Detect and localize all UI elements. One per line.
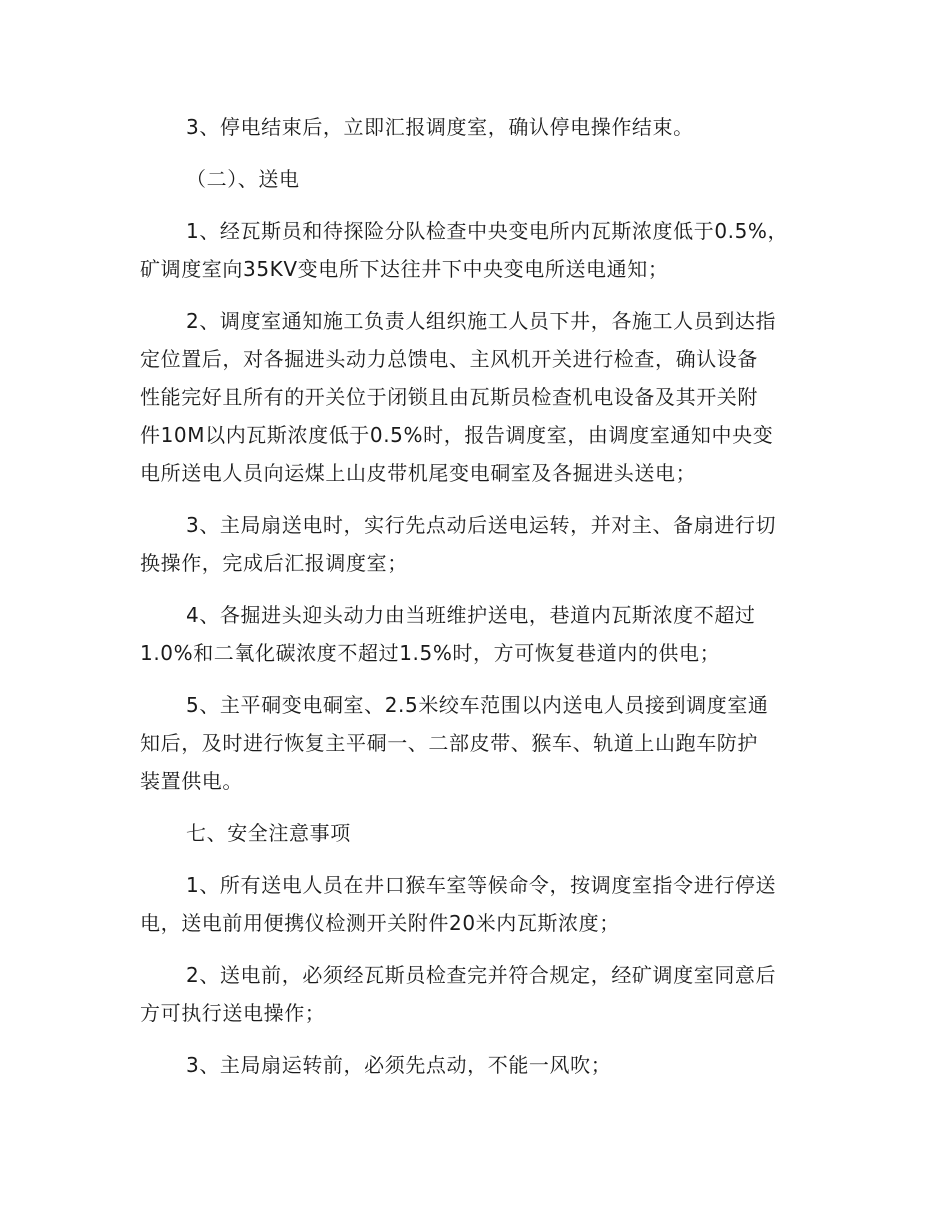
- text-line: 定位置后，对各掘进头动力总馈电、主风机开关进行检查，确认设备: [140, 347, 758, 371]
- text-line: 换操作，完成后汇报调度室；: [140, 551, 408, 575]
- text-line: 矿调度室向35KV变电所下达往井下中央变电所送电通知；: [140, 257, 669, 281]
- text-line: 4、各掘进头迎头动力由当班维护送电，巷道内瓦斯浓度不超过: [186, 603, 756, 627]
- text-line: 2、送电前，必须经瓦斯员检查完并符合规定，经矿调度室同意后: [186, 963, 777, 987]
- text-line: 3、主局扇运转前，必须先点动，不能一风吹；: [186, 1053, 612, 1077]
- text-line: 性能完好且所有的开关位于闭锁且由瓦斯员检查机电设备及其开关附: [140, 385, 758, 409]
- text-line: 3、主局扇送电时，实行先点动后送电运转，并对主、备扇进行切: [186, 513, 777, 537]
- text-line: 知后，及时进行恢复主平硐一、二部皮带、猴车、轨道上山跑车防护: [140, 731, 758, 755]
- text-line: 方可执行送电操作；: [140, 1001, 326, 1025]
- paragraph-power-on-step-1: [140, 212, 810, 288]
- text-line: 1、经瓦斯员和待探险分队检查中央变电所内瓦斯浓度低于0.5%，: [186, 219, 789, 243]
- section-heading-power-on: [140, 160, 810, 198]
- text-line: 装置供电。: [140, 769, 243, 793]
- text-line: 电，送电前用便携仪检测开关附件20米内瓦斯浓度；: [140, 911, 620, 935]
- section-heading-safety-notes: [140, 814, 810, 852]
- paragraph-power-on-step-3: [140, 506, 810, 582]
- text-line: 2、调度室通知施工负责人组织施工人员下井，各施工人员到达指: [186, 309, 777, 333]
- paragraph-power-on-step-5: [140, 686, 810, 800]
- text-line: （二）、送电: [186, 167, 300, 191]
- paragraph-power-on-step-2: [140, 302, 810, 492]
- paragraph-safety-note-3: [140, 1046, 810, 1084]
- text-line: 1.0%和二氧化碳浓度不超过1.5%时，方可恢复巷道内的供电；: [140, 641, 721, 665]
- paragraph-power-off-step-3: [140, 108, 810, 146]
- text-line: 七、安全注意事项: [186, 821, 351, 845]
- text-line: 1、所有送电人员在井口猴车室等候命令，按调度室指令进行停送: [186, 873, 777, 897]
- text-line: 电所送电人员向运煤上山皮带机尾变电硐室及各掘进头送电；: [140, 461, 697, 485]
- paragraph-safety-note-1: [140, 866, 810, 942]
- paragraph-power-on-step-4: [140, 596, 810, 672]
- text-line: 件10M以内瓦斯浓度低于0.5%时，报告调度室，由调度室通知中央变: [140, 423, 774, 447]
- paragraph-safety-note-2: [140, 956, 810, 1032]
- text-line: 5、主平硐变电硐室、2.5米绞车范围以内送电人员接到调度室通: [186, 693, 769, 717]
- text-line: 3、停电结束后，立即汇报调度室，确认停电操作结束。: [186, 115, 694, 139]
